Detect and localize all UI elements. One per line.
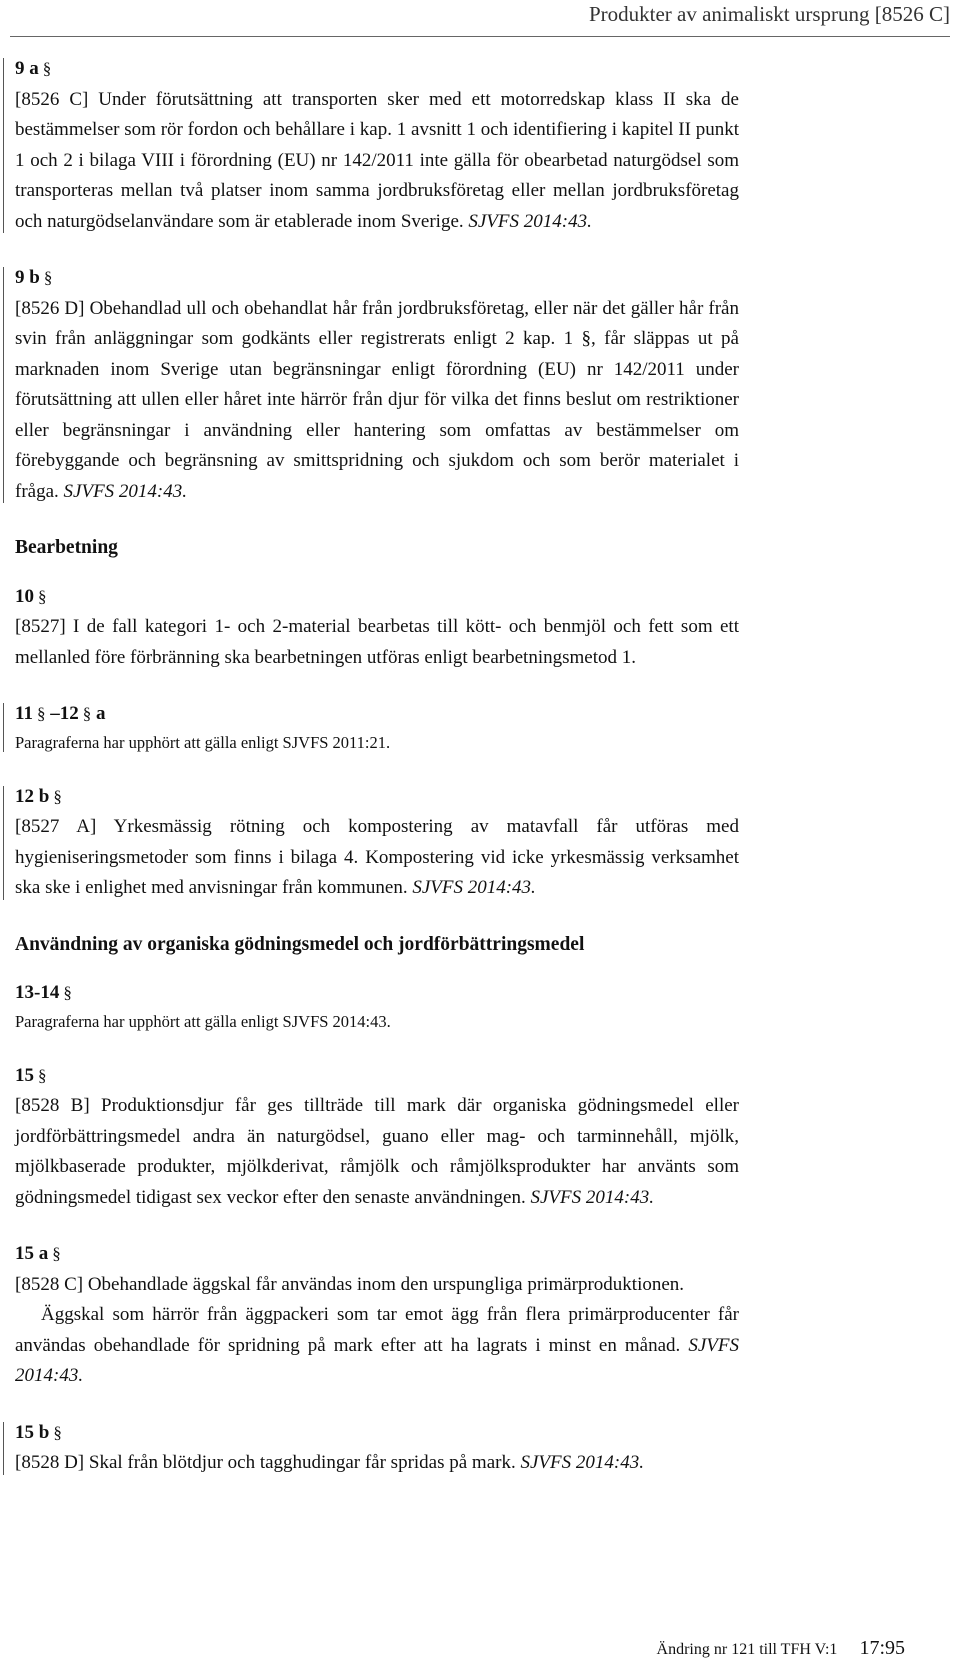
paragraph-number: 15 a § [15, 1243, 61, 1264]
header-rule [10, 36, 950, 37]
paragraph-number: 12 b § [15, 785, 62, 807]
source-reference: SJVFS 2014:43. [468, 210, 592, 232]
paragraph-number: 9 b § [15, 267, 53, 288]
paragraph-number: 15 § [15, 1064, 47, 1086]
paragraph-15 [15, 1061, 739, 1214]
page-footer [657, 1637, 905, 1660]
section-symbol: § [38, 586, 47, 606]
repealed-note: Paragraferna har upphört att gälla enligt SJVFS 2014:43. [15, 1011, 391, 1031]
paragraph-text: [8528 B] Produktionsdjur får ges tillträde till mark där organiska gödningsmedel eller jordförbättringsmedel andra än naturgödsel, guano eller mag- och tarminnehåll, mjölk, mjölkbaserade produkter, mjölkderivat, råmjölk och råmjölksprodukter har använts som gödningsmedel tidigast sex veckor efter den senaste användningen. SJVFS 2014:43. [15, 1095, 739, 1208]
paragraph-9a [15, 54, 739, 237]
heading-bearbetning: Bearbetning [15, 537, 118, 558]
source-reference: SJVFS 2014:43. [412, 877, 536, 898]
amendment-label: Ändring nr 121 till TFH V:1 [656, 1641, 838, 1658]
paragraph-text: [8527] I de fall kategori 1- och 2-material bearbetas till kött- och benmjöl och fett som ett mellanled före förbränning ska bearbetningen utföras enligt bearbetningsmetod 1. [15, 616, 739, 668]
paragraph-10 [15, 582, 739, 674]
section-symbol: § [36, 704, 46, 723]
paragraph-9b [15, 263, 739, 507]
paragraph-number: 9 a § [15, 58, 52, 79]
section-symbol: § [38, 1065, 47, 1085]
section-symbol: § [53, 1422, 62, 1442]
section-symbol: § [63, 983, 72, 1002]
document-body [15, 54, 739, 1479]
section-symbol: § [82, 704, 92, 723]
heading-anvandning: Användning av organiska gödningsmedel och jordförbättringsmedel [15, 933, 585, 955]
paragraph-number: 10 § [15, 585, 47, 607]
section-symbol: § [53, 786, 62, 806]
paragraph-text: [8528 D] Skal från blötdjur och tagghudingar får spridas på mark. SJVFS 2014:43. [15, 1452, 644, 1473]
paragraph-13-14 [15, 978, 739, 1035]
paragraph-number: 11 § –12 § a [15, 703, 106, 724]
paragraph-number: 13-14 § [15, 982, 72, 1003]
paragraph-15a [15, 1239, 739, 1392]
paragraph-text: Äggskal som härrör från äggpackeri som tar emot ägg från flera primärproducenter får användas obehandlade för spridning på mark efter att ha lagrats i minst en månad. SJVFS 2014:43. [15, 1304, 739, 1386]
paragraph-11-12a [15, 699, 739, 756]
paragraph-text: [8528 C] Obehandlade äggskal får användas inom den urspungliga primärproduktionen. [15, 1273, 685, 1295]
paragraph-12b [15, 782, 739, 904]
paragraph-number: 15 b § [15, 1421, 62, 1443]
source-reference: SJVFS 2014:43. [63, 480, 188, 502]
repealed-note: Paragraferna har upphört att gälla enligt SJVFS 2011:21. [15, 732, 391, 752]
section-symbol: § [52, 1244, 61, 1263]
source-reference: SJVFS 2014:43. [530, 1186, 654, 1208]
paragraph-text: [8527 A] Yrkesmässig rötning och kompostering av matavfall får utföras med hygieniseringsmetoder som finns i bilaga 4. Kompostering vid icke yrkesmässig verksamhet ska ske i enlighet med anvisningar från kommunen. SJVFS 2014:43. [15, 816, 739, 898]
running-head: Produkter av animaliskt ursprung [8526 C] [588, 2, 950, 26]
paragraph-text: [8526 C] Under förutsättning att transporten sker med ett motorredskap klass II ska de bestämmelser som rör fordon och behållare i kap. 1 avsnitt 1 och identifiering i kapitel II punkt 1 och 2 i bilaga VIII i förordning (EU) nr 142/2011 inte gälla för obearbetad naturgödsel som transporteras mellan två platser inom samma jordbruksföretag eller mellan jordbruksföretag och naturgödselanvändare som är etablerade inom Sverige. SJVFS 2014:43. [15, 88, 739, 232]
paragraph-text: [8526 D] Obehandlad ull och obehandlat hår från jordbruksföretag, eller när det gäller hår från svin från anläggningar som godkänts eller registrerats enligt 2 kap. 1 §, får släppas ut på marknaden inom Sverige utan begränsningar enligt förordning (EU) nr 142/2011 under förutsättning att ullen eller håret inte härrör från djur för vilka det finns beslut om restriktioner eller begränsningar i användning eller hantering som omfattas av bestämmelser om förebyggande och begränsning av smittspridning och sjukdom och som berör materialet i fråga. SJVFS 2014:43. [15, 297, 739, 502]
section-symbol: § [42, 59, 52, 78]
source-reference: SJVFS 2014:43. [520, 1452, 644, 1473]
page-number: 17:95 [859, 1637, 905, 1659]
source-reference: SJVFS 2014:43. [15, 1334, 739, 1386]
section-symbol: § [43, 268, 53, 287]
paragraph-15b [15, 1418, 739, 1479]
